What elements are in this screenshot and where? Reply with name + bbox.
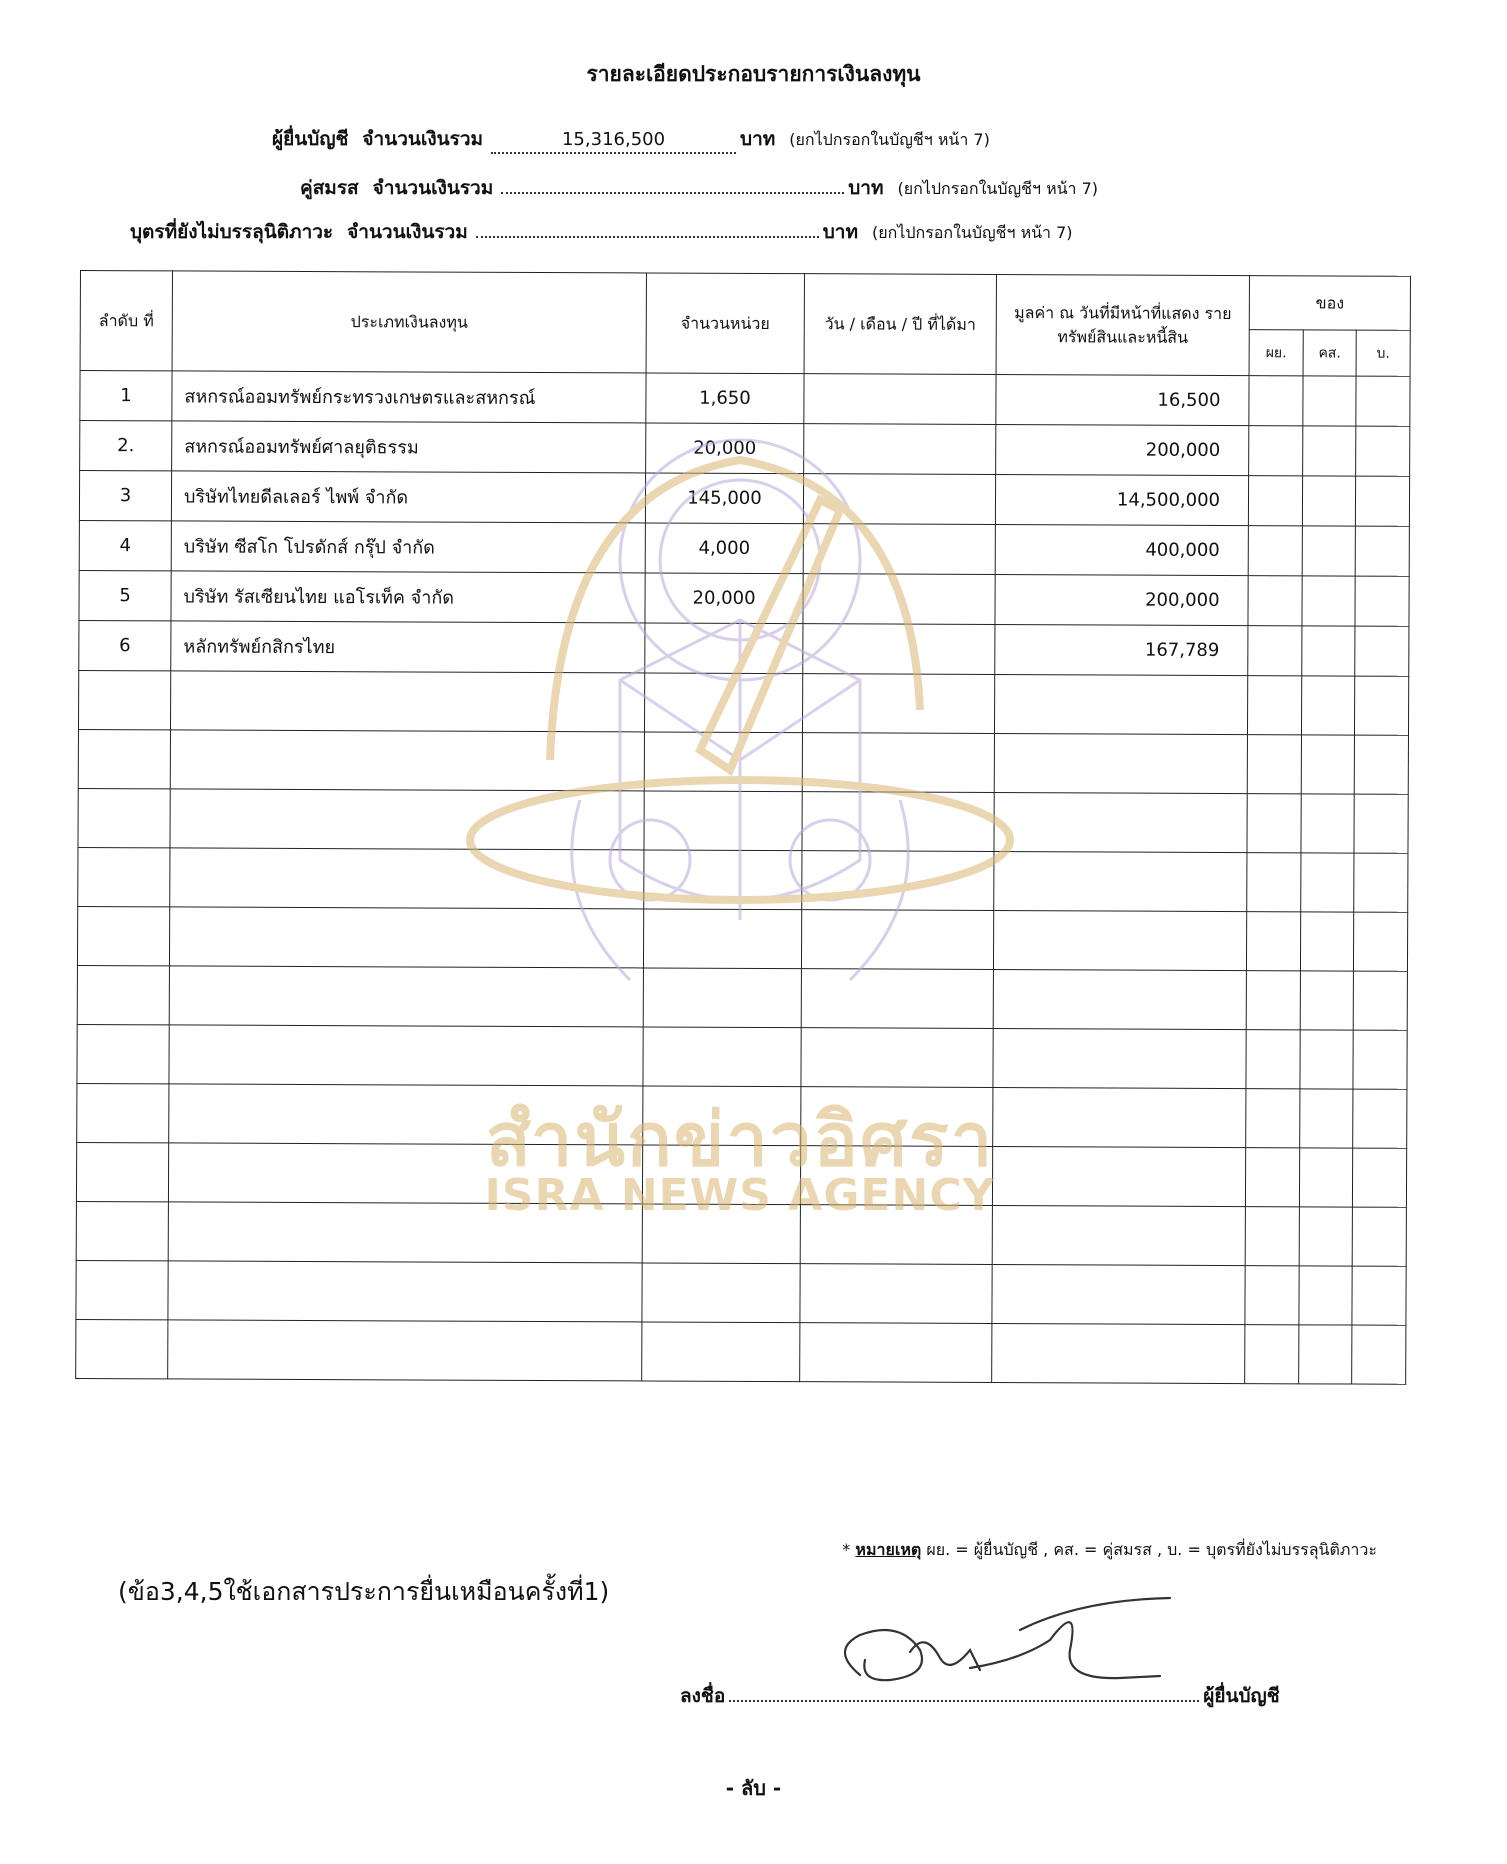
watermark-text-english: ISRA NEWS AGENCY [484, 1170, 996, 1221]
header-type: ประเภทเงินลงทุน [172, 271, 646, 373]
summary-spouse-label: คู่สมรส [300, 177, 359, 199]
footnote [842, 1538, 1377, 1563]
footnote-label: หมายเหตุ [855, 1540, 922, 1559]
row-name: บริษัท ซีสโก โปรดักส์ กรุ๊ป จำกัด [171, 521, 645, 573]
summary-child-unit: บาท [822, 221, 859, 243]
summary-filer-unit: บาท [740, 128, 776, 150]
row-value: 167,789 [995, 624, 1248, 675]
table-row-empty [76, 1319, 1406, 1384]
row-owner-spouse [1303, 426, 1356, 476]
page-footer: - ลับ - [725, 1776, 782, 1800]
summary-child-total-label: จำนวนเงินรวม [347, 221, 468, 243]
row-owner-filer [1248, 626, 1302, 676]
table-row-empty [78, 670, 1408, 735]
row-value: 14,500,000 [995, 474, 1248, 525]
row-value: 200,000 [995, 574, 1248, 625]
header-index: ลำดับ ที่ [80, 271, 172, 371]
row-owner-child [1355, 476, 1409, 526]
row-value: 16,500 [996, 374, 1249, 425]
row-index: 5 [79, 570, 171, 620]
summary-spouse-amount [501, 170, 844, 194]
row-index: 3 [79, 471, 171, 521]
header-owner: ของ [1249, 276, 1410, 331]
watermark-text-thai: สำนักข่าวอิศรา [485, 1097, 995, 1183]
table-row-empty [77, 1024, 1407, 1089]
summary-child-label: บุตรที่ยังไม่บรรลุนิติภาวะ [130, 221, 334, 243]
summary-spouse-note: (ยกไปกรอกในบัญชีฯ หน้า 7) [897, 179, 1099, 198]
row-owner-filer [1248, 526, 1302, 576]
row-name: บริษัทไทยดีลเลอร์ ไพพ์ จำกัด [171, 471, 645, 523]
signature-dots [729, 1680, 1199, 1702]
handwritten-note: (ข้อ3,4,5ใช้เอกสารประการยื่นเหมือนครั้งที่1) [118, 1577, 610, 1606]
row-date [803, 624, 995, 675]
table-row-empty [77, 965, 1407, 1030]
row-date [803, 524, 995, 575]
row-units: 145,000 [645, 473, 803, 524]
row-date [803, 474, 995, 525]
row-value: 200,000 [996, 424, 1249, 475]
summary-child [130, 214, 1073, 247]
summary-child-amount [476, 214, 819, 238]
row-owner-child [1355, 626, 1409, 676]
table-row-empty [78, 847, 1408, 912]
summary-child-note: (ยกไปกรอกในบัญชีฯ หน้า 7) [872, 223, 1073, 242]
row-owner-child [1355, 526, 1409, 576]
row-name: สหกรณ์ออมทรัพย์กระทรวงเกษตรและสหกรณ์ [172, 371, 646, 423]
row-units: 20,000 [645, 573, 803, 624]
row-index: 6 [79, 620, 171, 670]
table-row [79, 520, 1409, 576]
table-row-empty [77, 906, 1407, 971]
table-row [79, 570, 1409, 626]
row-name: หลักทรัพย์กสิกรไทย [171, 621, 645, 673]
summary-filer [272, 124, 990, 154]
table-row [79, 620, 1409, 676]
table-row-empty [78, 729, 1408, 794]
table-row [79, 471, 1409, 527]
page-title: รายละเอียดประกอบรายการเงินลงทุน [586, 62, 921, 86]
summary-spouse [300, 170, 1098, 203]
table-row-empty [76, 1142, 1406, 1207]
header-date: วัน / เดือน / ปี ที่ได้มา [804, 274, 996, 375]
row-owner-spouse [1302, 576, 1355, 626]
row-owner-spouse [1302, 526, 1355, 576]
table-row-empty [78, 788, 1408, 853]
header-owner-spouse: คส. [1303, 330, 1356, 376]
row-units: 1,650 [646, 373, 804, 424]
header-owner-child: บ. [1356, 330, 1410, 376]
summary-filer-amount: 15,316,500 [491, 130, 736, 154]
table-row-empty [76, 1201, 1406, 1266]
row-owner-spouse [1302, 626, 1355, 676]
signature-role: ผู้ยื่นบัญชี [1203, 1685, 1280, 1707]
row-index: 4 [79, 520, 171, 570]
footnote-prefix: * [842, 1540, 851, 1559]
summary-spouse-unit: บาท [848, 177, 884, 199]
row-units [645, 623, 803, 674]
summary-filer-label: ผู้ยื่นบัญชี [272, 128, 349, 150]
header-owner-filer: ผย. [1249, 330, 1303, 376]
row-units: 20,000 [646, 423, 804, 474]
summary-spouse-total-label: จำนวนเงินรวม [372, 177, 494, 199]
header-units: จำนวนหน่วย [646, 273, 804, 374]
summary-filer-note: (ยกไปกรอกในบัญชีฯ หน้า 7) [789, 130, 990, 149]
row-name: บริษัท รัสเซียนไทย แอโรเท็ค จำกัด [171, 571, 645, 623]
signature-line [680, 1680, 1280, 1711]
row-date [804, 374, 996, 425]
row-owner-filer [1249, 426, 1303, 476]
row-owner-filer [1248, 476, 1302, 526]
investment-table [75, 270, 1411, 1385]
row-owner-filer [1248, 576, 1302, 626]
row-units: 4,000 [645, 523, 803, 574]
signature-label: ลงชื่อ [680, 1685, 726, 1707]
table-row-empty [77, 1083, 1407, 1148]
row-index: 1 [80, 371, 172, 421]
row-owner-spouse [1303, 376, 1356, 426]
row-date [804, 424, 996, 475]
header-value: มูลค่า ณ วันที่มีหน้าที่แสดง รายทรัพย์สินและหนี้สิน [996, 274, 1249, 375]
row-value: 400,000 [995, 524, 1248, 575]
footnote-text: ผย. = ผู้ยื่นบัญชี , คส. = คู่สมรส , บ. = บุตรที่ยังไม่บรรลุนิติภาวะ [926, 1540, 1377, 1559]
row-owner-filer [1249, 376, 1303, 426]
summary-filer-total-label: จำนวนเงินรวม [362, 128, 484, 150]
row-owner-child [1356, 376, 1410, 426]
table-row [80, 421, 1410, 477]
table-row-empty [76, 1260, 1406, 1325]
row-owner-spouse [1302, 476, 1355, 526]
row-index: 2. [80, 421, 172, 471]
row-owner-child [1356, 426, 1410, 476]
row-date [803, 574, 995, 625]
investment-table-wrapper [75, 270, 1411, 1385]
row-name: สหกรณ์ออมทรัพย์ศาลยุติธรรม [172, 421, 646, 473]
row-owner-child [1355, 576, 1409, 626]
table-row [80, 371, 1410, 427]
